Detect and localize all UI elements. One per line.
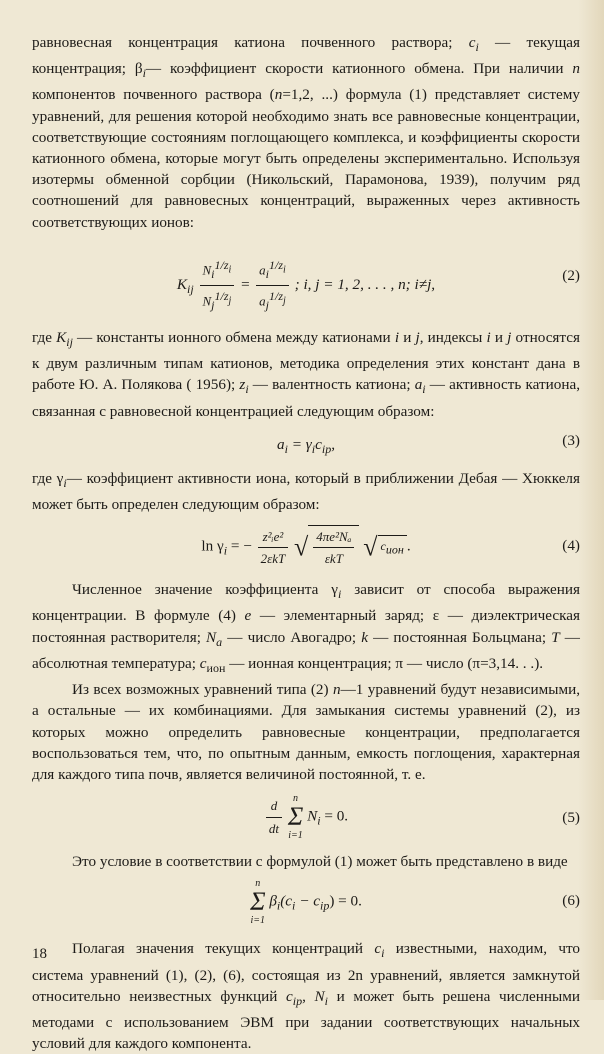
body-text (32, 32, 580, 1054)
equation-3: $a_i = \gamma_ic_{ip}$, (3) (277, 431, 580, 456)
eq2-fraction-n: $\frac{N_i^{1/z_i}}{N_j^{1/z_j}}$ (200, 255, 235, 316)
paragraph-3: где $\gamma_i—$ коэффициент активности иона, который в приближении Дебая — Хюккеля может быть определен следующим образом: (32, 469, 580, 513)
paragraph-2: где $K_{ij}$ — константы ионного обмена между катионами i и j, индексы i и j относятся к двум различным типам катионов, методика определения этих констант дана в работе Ю. А. Полякова ( 1956); $z_i$ — валентность катиона; $a_i$ — активность катиона, связанная с равновесной концентрацией следующим образом: (32, 328, 581, 420)
paragraph-6: Это условие в соответствии с формулой (1) может быть представлено в виде (72, 853, 568, 871)
equation-4: $\ln \gamma_i$ = − $\frac{\text{z²ᵢe²}}{\text{2εkT}}$ √ $\frac{\text{4πe²Nₐ}}{\text{εkT}}$ √ $c_{ион}$ . (4) (32, 521, 580, 573)
equation-5: $\frac{d}{dt}$ n Σ i=1 $N_i = 0$. (5) (32, 789, 580, 847)
paragraph-4: Численное значение коэффициента $\gamma_i$ зависит от способа выражения концентрации. В формуле (4) e — элементарный заряд; ε — диэлектрическая постоянная растворителя; $N_a$ — число Авогадро; k — постоянная Больцмана; T — абсолютная температура; $c_{ион}$ — ионная концентрация; π — число (π=3,14. . .). (32, 581, 580, 675)
page-edge-shadow (578, 0, 604, 1000)
equation-number-6: (6) (562, 892, 580, 910)
paragraph-1: равновесная концентрация катиона почвенного раствора; $c_i$ — текущая концентрация; $\beta_i—$ коэффициент скорости катионного обмена. При наличии n компонентов почвенного раствора (n=1,2, ...) формула (1) представляет систему уравнений, для решения которой необходимо знать все равновесные концентрации, соответствующие состояниям поглощающего комплекса, и коэффициенты скорости катионного обмена, которые могут быть определены экспериментально. Используя изотермы обменной сорбции (Никольский, Парамонова, 1939), получим ряд соотношений для равновесных концентраций, выраженных через активность соответствующих ионов: (32, 34, 581, 231)
equation-number-4: (4) (562, 537, 580, 555)
eq2-fraction-a: $\frac{a_i^{1/z_i}}{a_j^{1/z_j}}$ (256, 255, 289, 316)
equation-number-2: (2) (562, 266, 580, 284)
page-number: 18 (32, 946, 47, 962)
equation-6: n Σ i=1 $\beta_i(c_i - c_{ip}) = 0$. (6) (250, 878, 580, 927)
equation-number-5: (5) (562, 809, 580, 827)
equation-number-3: (3) (562, 431, 580, 449)
equation-2: $K_{ij}$ $\frac{N_i^{1/z_i}}{N_j^{1/z_j}}$ = $\frac{a_i^{1/z_i}}{a_j^{1/z_j}}$ ; i, j = 1, 2, . . . , n; i≠j, (2) (32, 241, 580, 319)
paragraph-5: Из всех возможных уравнений типа (2) n—1 уравнений будут независимыми, а остальные — их комбинациями. Для замыкания системы уравнений (2), из которых можно определить равновесные концентрации, предполагается воспользоваться тем, что, по опытным данным, емкость поглощения, характерная для каждого типа почв, является величиной постоянной, т. е. (32, 681, 581, 783)
paragraph-7: Полагая значения текущих концентраций $c_i$ известными, находим, что система уравнений (1), (2), (6), состоящая из 2n уравнений, является замкнутой относительно неизвестных функций $c_{ip}$, $N_i$ и может быть решена численными методами с использованием ЭВМ при задании соответствующих начальных условий для каждого компонента. (32, 940, 581, 1053)
